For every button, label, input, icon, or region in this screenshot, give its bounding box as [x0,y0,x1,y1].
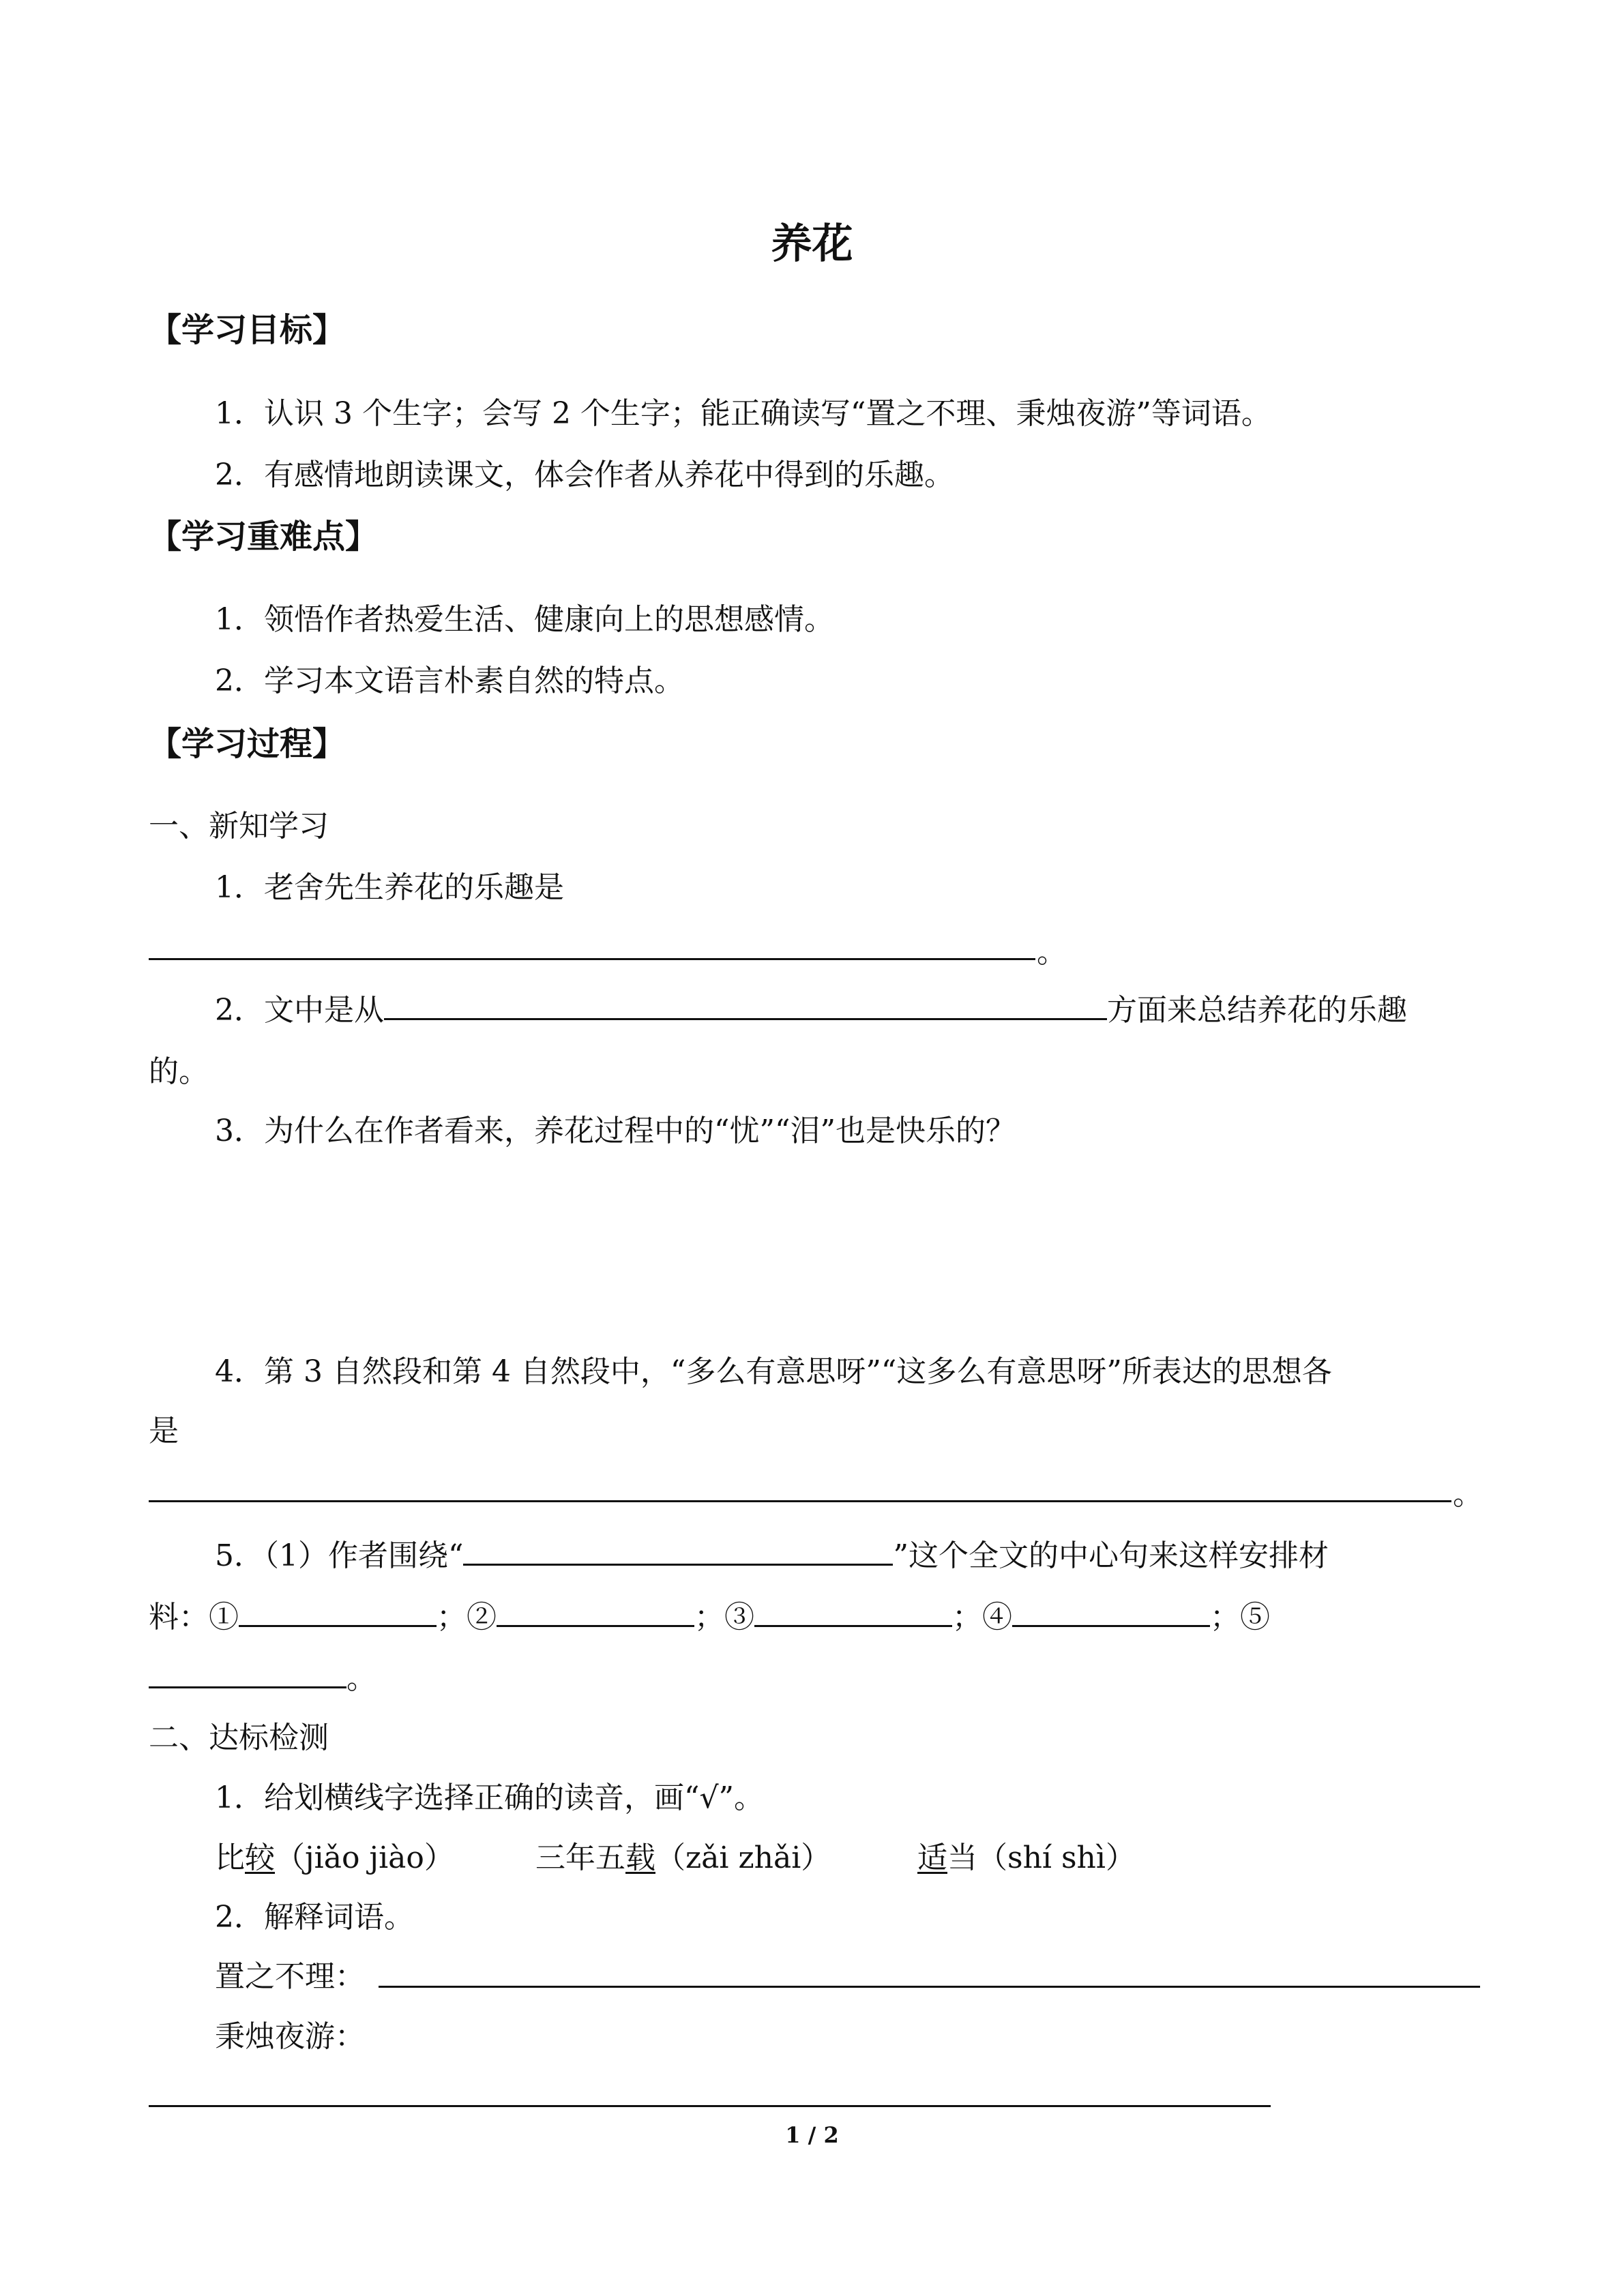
question-2 [215,985,1407,1029]
q2-continuation: 的。 [149,1054,209,1089]
keypoint-item: 2．学习本文语言朴素自然的特点。 [215,664,684,698]
heading-goals: 【学习目标】 [149,311,346,349]
term-1-label: 置之不理： [215,1959,365,1994]
answer-line-q1[interactable] [149,958,1035,960]
q4-continuation: 是 [149,1414,179,1448]
pinyin-options: 当（shí shì） [947,1840,1136,1875]
q5-last-line [149,1654,377,1697]
punct: 。 [346,1661,377,1696]
separator: ； [1210,1600,1240,1635]
q5-line2-prefix: 料： [149,1600,209,1635]
separator: ； [952,1600,982,1635]
marker-5: ⑤ [1240,1600,1270,1635]
answer-blank-q2[interactable] [384,991,1107,1020]
answer-blank-5[interactable] [149,1659,346,1688]
answer-line-term1[interactable] [379,1986,1480,1988]
separator: ； [437,1600,467,1635]
marker-2: ② [467,1600,497,1635]
pinyin-choice-2[interactable] [535,1833,831,1877]
section-1-heading: 一、新知学习 [149,809,329,844]
keypoint-item: 1．领悟作者热爱生活、健康向上的思想感情。 [215,602,834,637]
answer-blank-q5-center[interactable] [463,1536,893,1566]
term-2-label: 秉烛夜游： [215,2019,365,2054]
pinyin-options: （zǎi zhǎi） [655,1840,831,1875]
marker-4: ④ [982,1600,1012,1635]
underlined-char: 载 [625,1840,655,1875]
answer-blank-1[interactable] [239,1598,437,1627]
goal-item: 2．有感情地朗读课文，体会作者从养花中得到的乐趣。 [215,458,954,492]
page-number: 1 / 2 [785,2122,839,2148]
punct: 。 [1453,1477,1483,1512]
pinyin-choice-1[interactable] [215,1833,454,1877]
heading-process: 【学习过程】 [149,725,346,763]
answer-line-term2[interactable] [149,2105,1271,2107]
q5-prefix: 5．（1）作者围绕“ [215,1538,464,1573]
goal-item: 1．认识 3 个生字；会写 2 个生字；能正确读写“置之不理、秉烛夜游”等词语。 [215,396,1271,431]
word-prefix: 比 [215,1840,245,1875]
punct: 。 [1037,935,1067,970]
answer-line-q4[interactable] [149,1500,1451,1502]
separator: ； [694,1600,724,1635]
marker-3: ③ [724,1600,754,1635]
question-5 [215,1531,1329,1575]
word-prefix: 三年五 [535,1840,625,1875]
pinyin-choice-3[interactable] [917,1833,1136,1877]
q2-suffix: 方面来总结养花的乐趣 [1107,993,1407,1028]
page-title: 养花 [771,220,853,268]
question-4: 4．第 3 自然段和第 4 自然段中，“多么有意思呀”“这多么有意思呀”所表达的思想各 [215,1354,1332,1389]
q5-suffix: ”这个全文的中心句来这样安排材 [893,1538,1329,1573]
q5-materials-line [149,1592,1270,1636]
section-2-heading: 二、达标检测 [149,1720,329,1755]
question-3: 3．为什么在作者看来，养花过程中的“忧”“泪”也是快乐的？ [215,1114,1016,1148]
answer-blank-2[interactable] [497,1598,694,1627]
question-1: 1．老舍先生养花的乐趣是 [215,870,564,905]
test-question-1: 1．给划横线字选择正确的读音，画“√”。 [215,1780,765,1815]
underlined-char: 较 [245,1840,275,1875]
pinyin-options: （jiǎo jiào） [275,1840,454,1875]
q2-prefix: 2．文中是从 [215,993,384,1028]
test-question-2: 2．解释词语。 [215,1900,414,1935]
marker-1: ① [209,1600,239,1635]
answer-blank-4[interactable] [1012,1598,1210,1627]
heading-keypoints: 【学习重难点】 [149,518,379,556]
answer-blank-3[interactable] [754,1598,952,1627]
underlined-char: 适 [917,1840,947,1875]
